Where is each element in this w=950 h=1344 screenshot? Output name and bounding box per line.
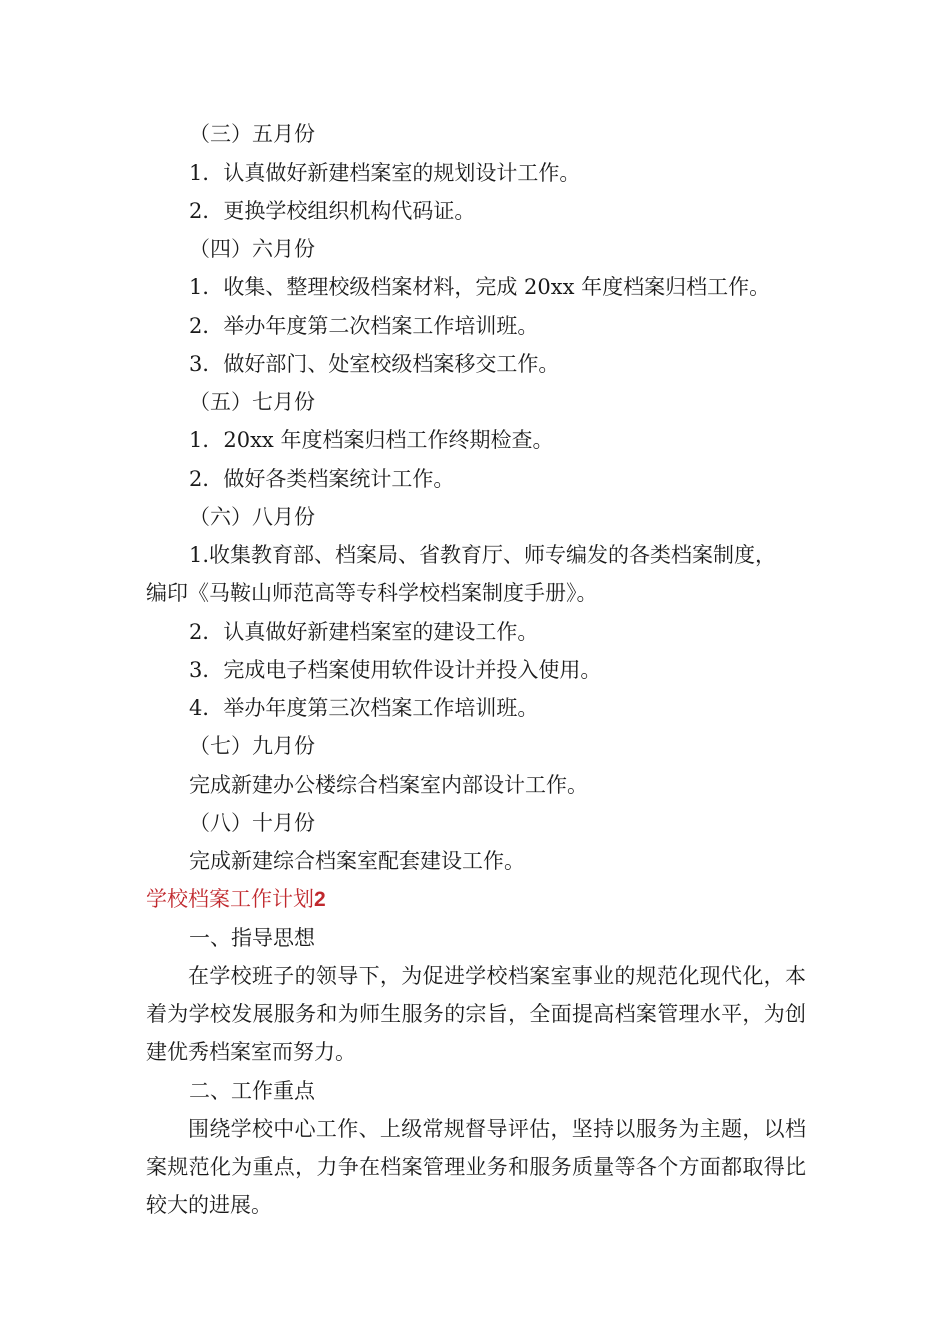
heading-october: （八）十月份: [189, 811, 315, 835]
section-title-number: 2: [314, 888, 326, 911]
heading-july: （五）七月份: [189, 390, 315, 414]
subheading-guiding-ideology: 一、指导思想: [189, 926, 315, 950]
paragraph-guiding-ideology: 在学校班子的领导下，为促进学校档案室事业的规范化现代化，本着为学校发展服务和为师生服务的宗旨，全面提高档案管理水平，为创建优秀档案室而努力。: [146, 964, 806, 1064]
section-title: [146, 885, 326, 914]
paragraph-work-focus: 围绕学校中心工作、上级常规督导评估，坚持以服务为主题，以档案规范化为重点，力争在档案管理业务和服务质量等各个方面都取得比较大的进展。: [146, 1117, 806, 1217]
list-item: 完成新建办公楼综合档案室内部设计工作。: [189, 773, 588, 797]
list-item: 3．完成电子档案使用软件设计并投入使用。: [189, 658, 602, 682]
heading-june: （四）六月份: [189, 237, 315, 261]
list-item: 1.收集教育部、档案局、省教育厅、师专编发的各类档案制度，: [189, 543, 777, 567]
list-item: 4．举办年度第三次档案工作培训班。: [189, 696, 539, 720]
list-item: 1．20xx 年度档案归档工作终期检查。: [189, 428, 554, 452]
section-title-text: 学校档案工作计划: [146, 887, 314, 911]
heading-may: （三）五月份: [189, 122, 315, 146]
heading-august: （六）八月份: [189, 505, 315, 529]
list-item: 2．举办年度第二次档案工作培训班。: [189, 314, 539, 338]
subheading-work-focus: 二、工作重点: [189, 1079, 315, 1103]
list-item: 1．收集、整理校级档案材料，完成 20xx 年度档案归档工作。: [189, 275, 771, 299]
list-item: 1．认真做好新建档案室的规划设计工作。: [189, 161, 581, 185]
list-item: 2．做好各类档案统计工作。: [189, 467, 455, 491]
heading-september: （七）九月份: [189, 734, 315, 758]
list-item-continuation: 编印《马鞍山师范高等专科学校档案制度手册》。: [146, 581, 598, 605]
list-item: 3．做好部门、处室校级档案移交工作。: [189, 352, 560, 376]
list-item: 2．认真做好新建档案室的建设工作。: [189, 620, 539, 644]
list-item: 2．更换学校组织机构代码证。: [189, 199, 476, 223]
list-item: 完成新建综合档案室配套建设工作。: [189, 849, 525, 873]
